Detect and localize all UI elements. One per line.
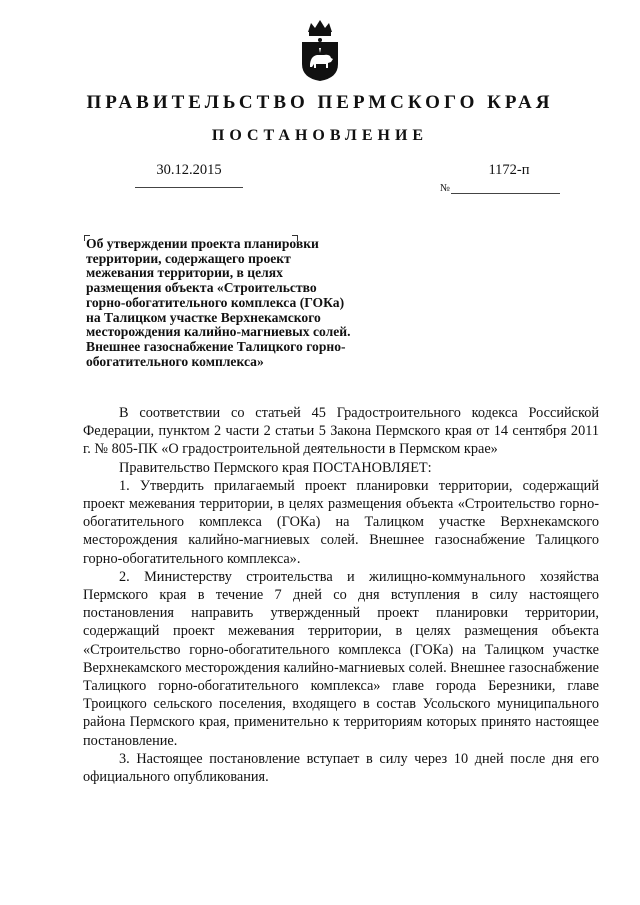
document-number: 1172-п [488, 162, 530, 178]
document-type-title: ПОСТАНОВЛЕНИЕ [211, 127, 429, 144]
body-paragraph-preamble: В соответствии со статьей 45 Градостроительного кодекса Российской Федерации, пунктом 2 части 2 статьи 5 Закона Пермского края от 14 сентября 2011 г. № 805-ПК «О градостроительной деятельности в Пермском крае» [83, 405, 599, 458]
perm-krai-coat-of-arms-icon [300, 18, 340, 82]
document-date: 30.12.2015 [135, 162, 243, 188]
number-sign: № [440, 183, 451, 194]
document-number-field [440, 162, 560, 194]
body-paragraph-item-1: 1. Утвердить прилагаемый проект планировки территории, содержащий проект межевания территории, в целях размещения объекта «Строительство горно-обогатительного комплекса (ГОКа) на Талицком участке Верхнекамского месторождения калийно-магниевых солей. Внешнее газоснабжение Талицкого горно-обогатительного комплекса». [83, 477, 599, 567]
number-underline [451, 185, 560, 194]
body-paragraph-resolution: Правительство Пермского края ПОСТАНОВЛЯЕТ: [119, 459, 432, 476]
body-paragraph-item-3: 3. Настоящее постановление вступает в силу через 10 дней после дня его официального опубликования. [83, 750, 599, 786]
document-subject: Об утверждении проекта планировки территории, содержащего проект межевания территории, в целях размещения объекта «Строительство горно-обогатительного комплекса (ГОКа) на Талицком участке Верхнекамского месторождения калийно-магниевых солей. Внешнее газоснабжение Талицкого горно-обогатительного комплекса» [86, 236, 351, 369]
body-paragraph-item-2: 2. Министерству строительства и жилищно-коммунального хозяйства Пермского края в течение 7 дней со дня вступления в силу настоящего постановления направить утвержденный проект планировки территории, содержащий проект межевания территории, в целях размещения объекта «Строительство горно-обогатительного комплекса (ГОКа) на Талицком участке Верхнекамского месторождения калийно-магниевых солей. Внешнее газоснабжение Талицкого горно-обогатительного комплекса» главе города Березники, главе Троицкого сельского поселения, входящего в состав Усольского муниципального района Пермского края, применительно к территориям которых принято настоящее постановление. [83, 568, 599, 749]
document-body [83, 404, 599, 786]
government-title: ПРАВИТЕЛЬСТВО ПЕРМСКОГО КРАЯ [86, 92, 554, 113]
document-date-field [135, 162, 243, 188]
